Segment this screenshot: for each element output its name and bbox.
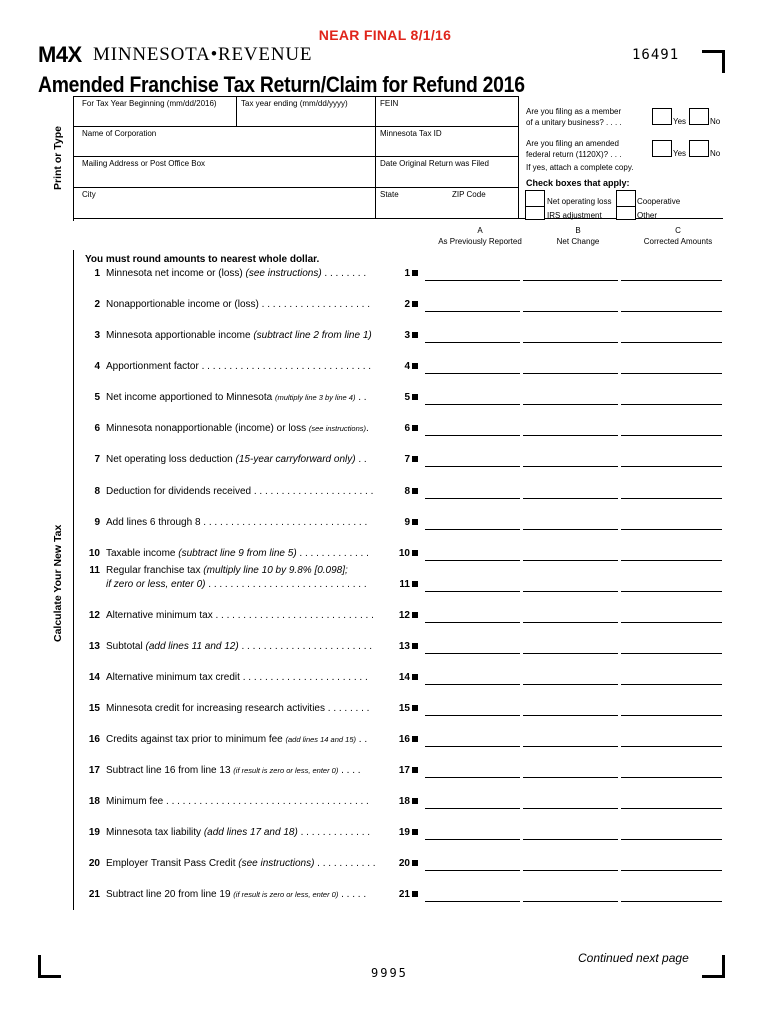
square-marker-icon xyxy=(412,860,418,866)
square-marker-icon xyxy=(412,332,418,338)
square-marker-icon xyxy=(412,425,418,431)
line-number: 7 xyxy=(94,454,100,465)
line-text: Apportionment factor xyxy=(106,361,202,372)
unitary-no-label: No xyxy=(710,117,721,126)
line-instruction: if zero or less, enter 0) xyxy=(106,579,206,590)
state-label: State xyxy=(380,190,399,199)
amount-field-col-a[interactable] xyxy=(425,746,520,747)
amount-field-col-b[interactable] xyxy=(523,342,618,343)
line-ref-number: 20 xyxy=(398,858,410,869)
line-text: Add lines 6 through 8 xyxy=(106,517,204,528)
line-leader-dots: . . . . . . . . . . . . . . . . . . . . . . . . xyxy=(238,641,373,652)
line-instruction-small: (if result is zero or less, enter 0) xyxy=(233,766,339,775)
line-instruction: (see instructions) xyxy=(245,268,322,279)
column-label: As Previously Reported xyxy=(438,237,522,246)
amount-field-col-b[interactable] xyxy=(523,777,618,778)
line-ref-number: 17 xyxy=(398,765,410,776)
line-ref xyxy=(394,486,418,497)
form-line xyxy=(85,579,367,593)
line-ref-number: 15 xyxy=(398,703,410,714)
form-line xyxy=(85,268,366,282)
zip-label: ZIP Code xyxy=(452,190,486,199)
amount-field-col-a[interactable] xyxy=(425,404,520,405)
line-ref-number: 1 xyxy=(404,268,410,279)
line-text: Deduction for dividends received xyxy=(106,486,254,497)
line-ref xyxy=(394,517,418,528)
line-ref-number: 3 xyxy=(404,330,410,341)
line-ref-number: 7 xyxy=(404,454,410,465)
line-ref xyxy=(394,641,418,652)
line-ref-number: 5 xyxy=(404,392,410,403)
line-instruction: (subtract line 9 from line 5) xyxy=(178,548,297,559)
line-number: 19 xyxy=(88,827,100,838)
cooperative-checkbox[interactable] xyxy=(616,190,636,207)
line-leader-dots: . . . . . . . . . . . . . . . . . . . . . . . . . . . . . . . xyxy=(201,361,372,372)
amended-no-checkbox[interactable] xyxy=(689,140,709,157)
amount-field-col-b[interactable] xyxy=(523,870,618,871)
line-instruction: (add lines 17 and 18) xyxy=(203,827,298,838)
line-number: 4 xyxy=(94,361,100,372)
line-leader-dots: . . xyxy=(355,734,368,745)
line-text: Credits against tax prior to minimum fee xyxy=(106,734,286,745)
line-number: 12 xyxy=(88,610,100,621)
column-label: Net Change xyxy=(556,237,600,246)
line-ref xyxy=(394,579,418,590)
form-line xyxy=(85,672,368,686)
line-ref-number: 4 xyxy=(404,361,410,372)
side-label-print-or-type: Print or Type xyxy=(52,126,64,190)
form-code: M4X xyxy=(38,42,82,67)
form-line xyxy=(85,641,372,655)
line-leader-dots: . . . . . xyxy=(338,889,367,900)
line-number: 15 xyxy=(88,703,100,714)
grid-line xyxy=(73,126,518,127)
amount-field-col-b[interactable] xyxy=(523,901,618,902)
form-number: 16491 xyxy=(632,47,680,63)
form-line xyxy=(85,610,374,624)
amount-field-col-b[interactable] xyxy=(523,466,618,467)
line-ref xyxy=(394,672,418,683)
grid-line xyxy=(73,156,518,157)
amount-field-col-a[interactable] xyxy=(425,870,520,871)
square-marker-icon xyxy=(412,363,418,369)
amount-field-col-b[interactable] xyxy=(523,746,618,747)
form-line xyxy=(85,423,369,437)
grid-line xyxy=(73,96,518,97)
line-leader-dots: . . . . . . . . . . . . . xyxy=(296,548,369,559)
line-text: Net operating loss deduction xyxy=(106,454,236,465)
square-marker-icon xyxy=(412,612,418,618)
tax-year-end-label: Tax year ending (mm/dd/yyyy) xyxy=(241,99,348,108)
line-ref-number: 16 xyxy=(398,734,410,745)
line-ref xyxy=(394,827,418,838)
line-number: 6 xyxy=(94,423,100,434)
line-ref xyxy=(394,889,418,900)
line-ref-number: 18 xyxy=(398,796,410,807)
line-leader-dots: . xyxy=(366,423,369,434)
form-line xyxy=(85,765,361,779)
column-label: Corrected Amounts xyxy=(643,237,713,246)
line-number: 21 xyxy=(88,889,100,900)
form-line xyxy=(85,565,348,579)
line-ref xyxy=(394,454,418,465)
line-ref xyxy=(394,858,418,869)
line-ref xyxy=(394,734,418,745)
line-leader-dots: . . . . . . . . . . . . . . . . . . . . . . . . . . . . . xyxy=(215,610,374,621)
grid-line xyxy=(73,187,518,188)
form-line xyxy=(85,299,370,313)
square-marker-icon xyxy=(412,674,418,680)
square-marker-icon xyxy=(412,705,418,711)
address-label: Mailing Address or Post Office Box xyxy=(82,159,206,168)
other-label: Other xyxy=(637,211,658,220)
line-leader-dots: . . xyxy=(355,392,367,403)
line-instruction: (multiply line 10 by 9.8% [0.098]; xyxy=(203,565,348,576)
amount-field-col-c[interactable] xyxy=(621,560,722,561)
square-marker-icon xyxy=(412,488,418,494)
grid-line xyxy=(375,96,376,218)
line-number: 2 xyxy=(94,299,100,310)
line-ref-number: 14 xyxy=(398,672,410,683)
amount-field-col-c[interactable] xyxy=(621,715,722,716)
amount-field-col-c[interactable] xyxy=(621,684,722,685)
line-leader-dots: . . . . . . . . . . . . . . . . . . . . xyxy=(261,299,370,310)
line-leader-dots: . . . . . . . . . . . . . . . . . . . . . . . . . . . . . . . . . . . . . xyxy=(166,796,369,807)
amount-field-col-a[interactable] xyxy=(425,529,520,530)
amount-field-col-a[interactable] xyxy=(425,280,520,281)
column-c-header xyxy=(623,225,733,247)
amount-field-col-b[interactable] xyxy=(523,839,618,840)
line-ref xyxy=(394,361,418,372)
line-leader-dots: . . . . . . . . . . . . . . . . . . . . . . . . . . . . . . xyxy=(203,517,368,528)
side-label-calculate: Calculate Your New Tax xyxy=(52,524,64,642)
page-code: 9995 xyxy=(371,966,408,980)
grid-line xyxy=(518,96,519,218)
amount-field-col-c[interactable] xyxy=(621,311,722,312)
unitary-yes-label: Yes xyxy=(673,117,687,126)
amount-field-col-b[interactable] xyxy=(523,404,618,405)
amount-field-col-c[interactable] xyxy=(621,901,722,902)
line-text: Minnesota credit for increasing research activities xyxy=(106,703,328,714)
amount-field-col-b[interactable] xyxy=(523,808,618,809)
grid-line xyxy=(236,96,237,126)
check-boxes-heading: Check boxes that apply: xyxy=(526,178,630,188)
grid-line xyxy=(73,218,518,219)
amount-field-col-c[interactable] xyxy=(621,435,722,436)
line-number: 3 xyxy=(94,330,100,341)
form-line xyxy=(85,361,371,375)
fein-label: FEIN xyxy=(380,99,399,108)
line-instruction: (see instructions) xyxy=(238,858,315,869)
unitary-question-line2: of a unitary business? . . . . xyxy=(526,118,622,127)
line-instruction-small: (multiply line 3 by line 4) xyxy=(275,393,356,402)
amended-no-label: No xyxy=(710,149,721,158)
line-instruction: (15-year carryforward only) xyxy=(235,454,356,465)
line-text: Alternative minimum tax credit xyxy=(106,672,243,683)
line-ref-number: 10 xyxy=(398,548,410,559)
line-ref xyxy=(394,610,418,621)
line-ref xyxy=(394,330,418,341)
line-leader-dots: . . . . . . . . xyxy=(321,268,367,279)
unitary-no-checkbox[interactable] xyxy=(689,108,709,125)
amount-field-col-c[interactable] xyxy=(621,622,722,623)
section-rule-top xyxy=(73,96,74,221)
column-b-header xyxy=(523,225,633,247)
line-ref xyxy=(394,268,418,279)
line-ref-number: 2 xyxy=(404,299,410,310)
amount-field-col-c[interactable] xyxy=(621,466,722,467)
line-ref-number: 21 xyxy=(398,889,410,900)
amount-field-col-c[interactable] xyxy=(621,653,722,654)
square-marker-icon xyxy=(412,270,418,276)
amount-field-col-b[interactable] xyxy=(523,311,618,312)
amount-field-col-a[interactable] xyxy=(425,591,520,592)
square-marker-icon xyxy=(412,643,418,649)
amount-field-col-b[interactable] xyxy=(523,684,618,685)
amount-field-col-a[interactable] xyxy=(425,435,520,436)
amount-field-col-a[interactable] xyxy=(425,466,520,467)
tax-year-begin-label: For Tax Year Beginning (mm/dd/2016) xyxy=(82,99,217,108)
square-marker-icon xyxy=(412,301,418,307)
round-note: You must round amounts to nearest whole dollar. xyxy=(85,254,320,265)
amount-field-col-c[interactable] xyxy=(621,342,722,343)
line-text: Taxable income xyxy=(106,548,179,559)
line-ref-number: 13 xyxy=(398,641,410,652)
amount-field-col-a[interactable] xyxy=(425,498,520,499)
cooperative-label: Cooperative xyxy=(637,197,681,206)
unitary-yes-checkbox[interactable] xyxy=(652,108,672,125)
agency-name: MINNESOTA•REVENUE xyxy=(93,44,313,65)
line-ref xyxy=(394,392,418,403)
amount-field-col-c[interactable] xyxy=(621,498,722,499)
form-line xyxy=(85,858,376,872)
amount-field-col-a[interactable] xyxy=(425,622,520,623)
amount-field-col-b[interactable] xyxy=(523,715,618,716)
line-ref xyxy=(394,765,418,776)
amended-yes-label: Yes xyxy=(673,149,687,158)
line-text: Minnesota nonapportionable (income) or loss xyxy=(106,423,309,434)
other-checkbox[interactable] xyxy=(616,206,636,220)
amount-field-col-c[interactable] xyxy=(621,529,722,530)
page-title: Amended Franchise Tax Return/Claim for Refund 2016 xyxy=(38,72,525,97)
amount-field-col-a[interactable] xyxy=(425,311,520,312)
line-text: Employer Transit Pass Credit xyxy=(106,858,239,869)
amount-field-col-a[interactable] xyxy=(425,808,520,809)
amount-field-col-b[interactable] xyxy=(523,498,618,499)
form-line xyxy=(85,796,369,810)
line-text: Nonapportionable income or (loss) xyxy=(106,299,262,310)
irs-adjustment-label: IRS adjustment xyxy=(547,211,602,220)
line-ref-number: 11 xyxy=(399,579,410,590)
amount-field-col-b[interactable] xyxy=(523,591,618,592)
line-ref-number: 19 xyxy=(398,827,410,838)
amended-yes-checkbox[interactable] xyxy=(652,140,672,157)
amount-field-col-b[interactable] xyxy=(523,529,618,530)
line-number: 11 xyxy=(89,565,100,576)
form-line xyxy=(85,517,367,531)
corp-name-label: Name of Corporation xyxy=(82,129,157,138)
form-line xyxy=(85,827,370,841)
line-ref-number: 9 xyxy=(404,517,410,528)
square-marker-icon xyxy=(412,767,418,773)
amended-question-line1: Are you filing an amended xyxy=(526,139,619,148)
amount-field-col-b[interactable] xyxy=(523,373,618,374)
line-leader-dots: . . . . . . . . xyxy=(327,703,370,714)
form-line xyxy=(85,486,373,500)
line-instruction-small: (add lines 14 and 15) xyxy=(285,735,356,744)
amount-field-col-c[interactable] xyxy=(621,777,722,778)
line-number: 18 xyxy=(88,796,100,807)
form-line xyxy=(85,703,369,717)
line-leader-dots: . . . . . . . . . . . . . . . . . . . . . . xyxy=(253,486,374,497)
form-line xyxy=(85,330,372,344)
continued-note: Continued next page xyxy=(578,951,689,965)
line-ref-number: 6 xyxy=(404,423,410,434)
column-a-header xyxy=(425,225,535,247)
line-number: 16 xyxy=(88,734,100,745)
line-text: Subtract line 20 from line 19 xyxy=(106,889,234,900)
amount-field-col-c[interactable] xyxy=(621,746,722,747)
corner-mark-top-right xyxy=(702,50,725,73)
line-text: Minimum fee xyxy=(106,796,167,807)
line-leader-dots: . . . . . . . . . . . xyxy=(314,858,376,869)
line-instruction-small: (if result is zero or less, enter 0) xyxy=(233,890,339,899)
square-marker-icon xyxy=(412,456,418,462)
line-text: Alternative minimum tax xyxy=(106,610,216,621)
line-ref xyxy=(394,423,418,434)
corner-mark-bottom-right xyxy=(702,955,725,978)
line-text: Subtract line 16 from line 13 xyxy=(106,765,234,776)
line-number: 1 xyxy=(94,268,100,279)
section-rule-bottom xyxy=(73,250,74,910)
line-leader-dots: . . xyxy=(355,454,367,465)
square-marker-icon xyxy=(412,798,418,804)
line-number: 9 xyxy=(94,517,100,528)
form-line xyxy=(85,392,367,406)
line-number: 17 xyxy=(88,765,100,776)
amount-field-col-a[interactable] xyxy=(425,653,520,654)
irs-adjustment-checkbox[interactable] xyxy=(525,206,545,220)
nol-label: Net operating loss xyxy=(547,197,612,206)
line-number: 14 xyxy=(88,672,100,683)
line-ref-number: 8 xyxy=(404,486,410,497)
line-number: 5 xyxy=(94,392,100,403)
line-leader-dots: . . . . . . . . . . . . . . . . . . . . . . . xyxy=(242,672,368,683)
form-line xyxy=(85,454,367,468)
square-marker-icon xyxy=(412,519,418,525)
amount-field-col-b[interactable] xyxy=(523,560,618,561)
form-line xyxy=(85,889,366,903)
line-text: Minnesota net income or (loss) xyxy=(106,268,246,279)
line-leader-dots: . . . . . . . . . . . . . . . . . . . . . . . . . . . . . xyxy=(205,579,367,590)
line-instruction-small: (see instructions) xyxy=(308,424,366,433)
amount-field-col-a[interactable] xyxy=(425,901,520,902)
amount-field-col-c[interactable] xyxy=(621,280,722,281)
date-filed-label: Date Original Return was Filed xyxy=(380,159,489,168)
amount-field-col-a[interactable] xyxy=(425,684,520,685)
amount-field-col-c[interactable] xyxy=(621,404,722,405)
line-ref xyxy=(394,548,418,559)
line-instruction: (subtract line 2 from line 1) xyxy=(253,330,372,341)
amount-field-col-b[interactable] xyxy=(523,435,618,436)
draft-notice: NEAR FINAL 8/1/16 xyxy=(318,27,452,43)
amount-field-col-a[interactable] xyxy=(425,373,520,374)
line-leader-dots: . . . . xyxy=(338,765,361,776)
amount-field-col-a[interactable] xyxy=(425,342,520,343)
line-ref xyxy=(394,703,418,714)
line-text: Subtotal xyxy=(106,641,146,652)
form-line xyxy=(85,734,367,748)
line-ref xyxy=(394,796,418,807)
amount-field-col-c[interactable] xyxy=(621,839,722,840)
line-text: Net income apportioned to Minnesota xyxy=(106,392,275,403)
amount-field-col-b[interactable] xyxy=(523,653,618,654)
amended-note: If yes, attach a complete copy. xyxy=(526,163,634,172)
amount-field-col-a[interactable] xyxy=(425,839,520,840)
line-text: Regular franchise tax xyxy=(106,565,204,576)
line-number: 20 xyxy=(88,858,100,869)
amount-field-col-c[interactable] xyxy=(621,870,722,871)
amount-field-col-a[interactable] xyxy=(425,715,520,716)
nol-checkbox[interactable] xyxy=(525,190,545,207)
line-ref xyxy=(394,299,418,310)
column-letter: B xyxy=(575,226,581,235)
mn-tax-id-label: Minnesota Tax ID xyxy=(380,129,442,138)
amount-field-col-a[interactable] xyxy=(425,777,520,778)
line-number: 8 xyxy=(94,486,100,497)
column-letter: C xyxy=(675,226,681,235)
amount-field-col-c[interactable] xyxy=(621,591,722,592)
unitary-question-line1: Are you filing as a member xyxy=(526,107,622,116)
line-leader-dots: . . . . . . . . . . . . . xyxy=(297,827,371,838)
line-number: 13 xyxy=(88,641,100,652)
line-text: Minnesota tax liability xyxy=(106,827,204,838)
square-marker-icon xyxy=(412,550,418,556)
amount-field-col-b[interactable] xyxy=(523,622,618,623)
square-marker-icon xyxy=(412,736,418,742)
amended-question-line2: federal return (1120X)? . . . xyxy=(526,150,622,159)
square-marker-icon xyxy=(412,581,418,587)
square-marker-icon xyxy=(412,394,418,400)
amount-field-col-a[interactable] xyxy=(425,560,520,561)
amount-field-col-c[interactable] xyxy=(621,373,722,374)
city-label: City xyxy=(82,190,96,199)
square-marker-icon xyxy=(412,891,418,897)
square-marker-icon xyxy=(412,829,418,835)
line-ref-number: 12 xyxy=(398,610,410,621)
line-text: Minnesota apportionable income xyxy=(106,330,254,341)
amount-field-col-c[interactable] xyxy=(621,808,722,809)
line-number: 10 xyxy=(88,548,100,559)
corner-mark-bottom-left xyxy=(38,955,61,978)
amount-field-col-b[interactable] xyxy=(523,280,618,281)
column-letter: A xyxy=(477,226,483,235)
line-instruction: (add lines 11 and 12) xyxy=(145,641,239,652)
form-line xyxy=(85,548,369,562)
